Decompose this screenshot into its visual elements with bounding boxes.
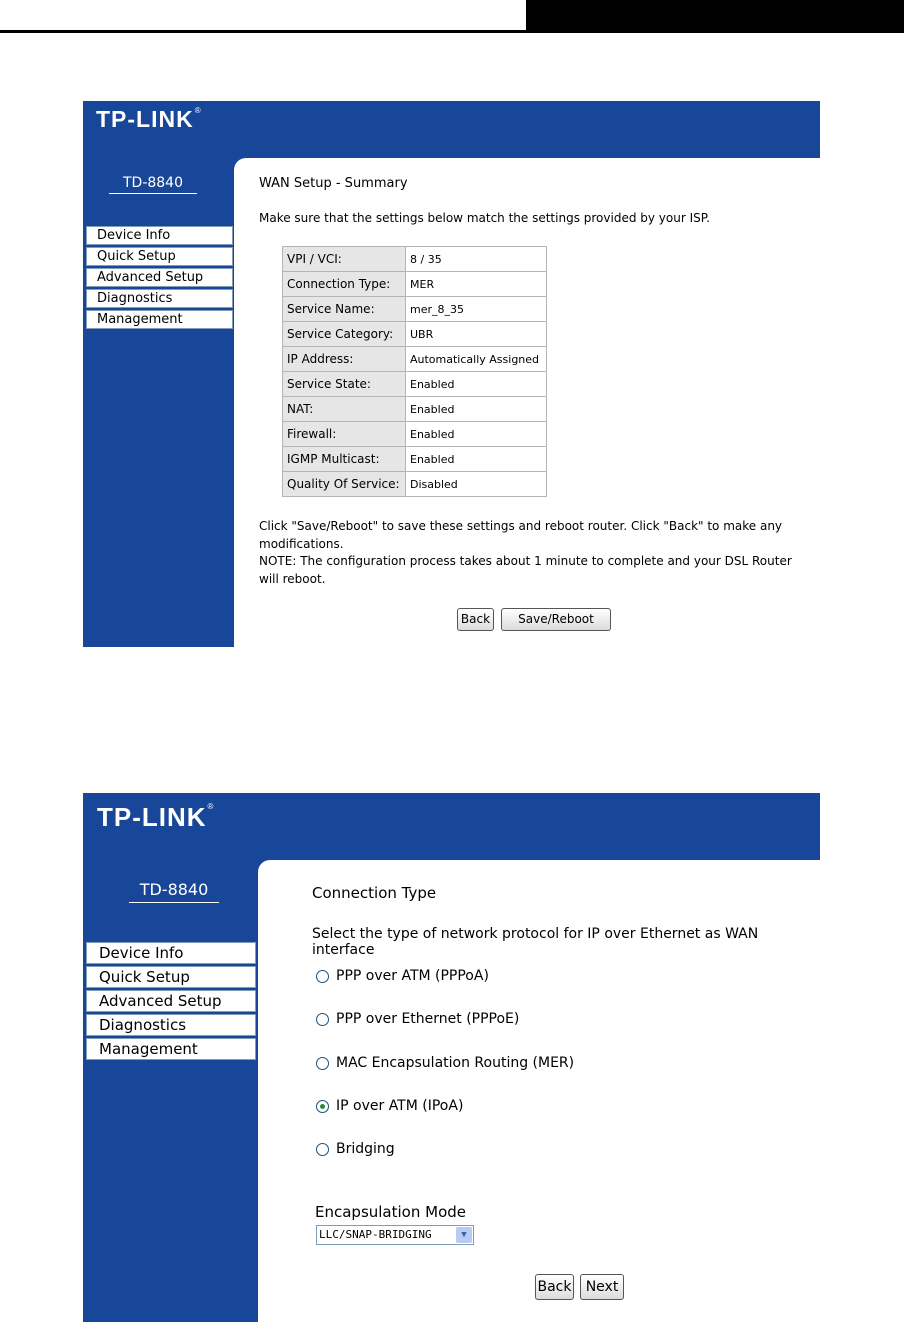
save-reboot-button[interactable]: Save/Reboot <box>501 608 611 631</box>
connection-type-screenshot <box>83 793 820 1322</box>
page-title: Connection Type <box>312 884 437 902</box>
option-pppoa[interactable] <box>316 968 489 984</box>
option-label: Bridging <box>336 1141 395 1157</box>
radio-button-icon[interactable] <box>316 970 329 983</box>
table-row <box>283 322 547 347</box>
summary-value: 8 / 35 <box>406 247 547 272</box>
table-row <box>283 447 547 472</box>
encapsulation-mode-label: Encapsulation Mode <box>315 1203 466 1221</box>
summary-value: Enabled <box>406 422 547 447</box>
summary-value: UBR <box>406 322 547 347</box>
summary-label: NAT: <box>283 397 406 422</box>
summary-value: Enabled <box>406 372 547 397</box>
table-row <box>283 397 547 422</box>
summary-label: Firewall: <box>283 422 406 447</box>
summary-label: Service State: <box>283 372 406 397</box>
sidebar-item-quick-setup[interactable]: Quick Setup <box>86 247 233 266</box>
back-button[interactable]: Back <box>535 1274 574 1300</box>
summary-label: Quality Of Service: <box>283 472 406 497</box>
sidebar-item-device-info[interactable]: Device Info <box>86 226 233 245</box>
summary-label: Service Category: <box>283 322 406 347</box>
table-row <box>283 347 547 372</box>
reboot-note: NOTE: The configuration process takes about 1 minute to complete and your DSL Router will reboot. <box>259 554 792 586</box>
next-button[interactable]: Next <box>580 1274 624 1300</box>
table-row <box>283 422 547 447</box>
sidebar-menu <box>86 226 233 331</box>
summary-value: mer_8_35 <box>406 297 547 322</box>
sidebar-menu <box>86 942 256 1062</box>
tp-link-logo: TP-LINK® <box>96 106 202 132</box>
summary-table <box>282 246 547 497</box>
summary-label: IP Address: <box>283 347 406 372</box>
table-row <box>283 372 547 397</box>
model-name: TD-8840 <box>129 880 219 903</box>
summary-label: IGMP Multicast: <box>283 447 406 472</box>
sidebar-item-quick-setup[interactable]: Quick Setup <box>86 966 256 988</box>
sidebar-item-management[interactable]: Management <box>86 310 233 329</box>
summary-value: Enabled <box>406 397 547 422</box>
option-ipoa[interactable] <box>316 1098 463 1114</box>
tp-link-logo: TP-LINK® <box>97 802 215 832</box>
save-instructions: Click "Save/Reboot" to save these settings and reboot router. Click "Back" to make any modifications. <box>259 519 783 551</box>
model-name: TD-8840 <box>109 175 197 194</box>
instructions <box>259 518 799 588</box>
radio-button-icon[interactable] <box>316 1143 329 1156</box>
option-label: IP over ATM (IPoA) <box>336 1098 464 1114</box>
table-row <box>283 472 547 497</box>
radio-button-selected-icon[interactable] <box>316 1100 329 1113</box>
option-pppoe[interactable] <box>316 1011 519 1027</box>
sidebar-item-advanced-setup[interactable]: Advanced Setup <box>86 990 256 1012</box>
option-label: MAC Encapsulation Routing (MER) <box>336 1055 575 1071</box>
table-row <box>283 247 547 272</box>
sidebar-item-diagnostics[interactable]: Diagnostics <box>86 1014 256 1036</box>
page-intro: Make sure that the settings below match the settings provided by your ISP. <box>259 211 710 225</box>
summary-label: Connection Type: <box>283 272 406 297</box>
radio-button-icon[interactable] <box>316 1013 329 1026</box>
option-bridging[interactable] <box>316 1141 395 1157</box>
main-content <box>258 860 820 1322</box>
summary-value: Automatically Assigned <box>406 347 547 372</box>
sidebar-item-device-info[interactable]: Device Info <box>86 942 256 964</box>
sidebar-item-management[interactable]: Management <box>86 1038 256 1060</box>
main-content <box>234 158 820 647</box>
chevron-down-icon[interactable]: ▼ <box>456 1227 472 1243</box>
table-row <box>283 272 547 297</box>
radio-button-icon[interactable] <box>316 1057 329 1070</box>
summary-value: MER <box>406 272 547 297</box>
document-header-bar <box>526 0 904 33</box>
page-intro: Select the type of network protocol for IP over Ethernet as WAN interface <box>312 926 759 958</box>
table-row <box>283 297 547 322</box>
option-mer[interactable] <box>316 1055 574 1071</box>
summary-value: Enabled <box>406 447 547 472</box>
summary-label: VPI / VCI: <box>283 247 406 272</box>
sidebar-item-diagnostics[interactable]: Diagnostics <box>86 289 233 308</box>
select-value: LLC/SNAP-BRIDGING <box>319 1228 432 1241</box>
wan-summary-screenshot <box>83 101 820 647</box>
sidebar-item-advanced-setup[interactable]: Advanced Setup <box>86 268 233 287</box>
page-title: WAN Setup - Summary <box>259 176 408 191</box>
summary-label: Service Name: <box>283 297 406 322</box>
option-label: PPP over ATM (PPPoA) <box>336 968 489 984</box>
back-button[interactable]: Back <box>457 608 494 631</box>
summary-value: Disabled <box>406 472 547 497</box>
option-label: PPP over Ethernet (PPPoE) <box>336 1011 520 1027</box>
encapsulation-mode-select[interactable] <box>316 1225 474 1245</box>
